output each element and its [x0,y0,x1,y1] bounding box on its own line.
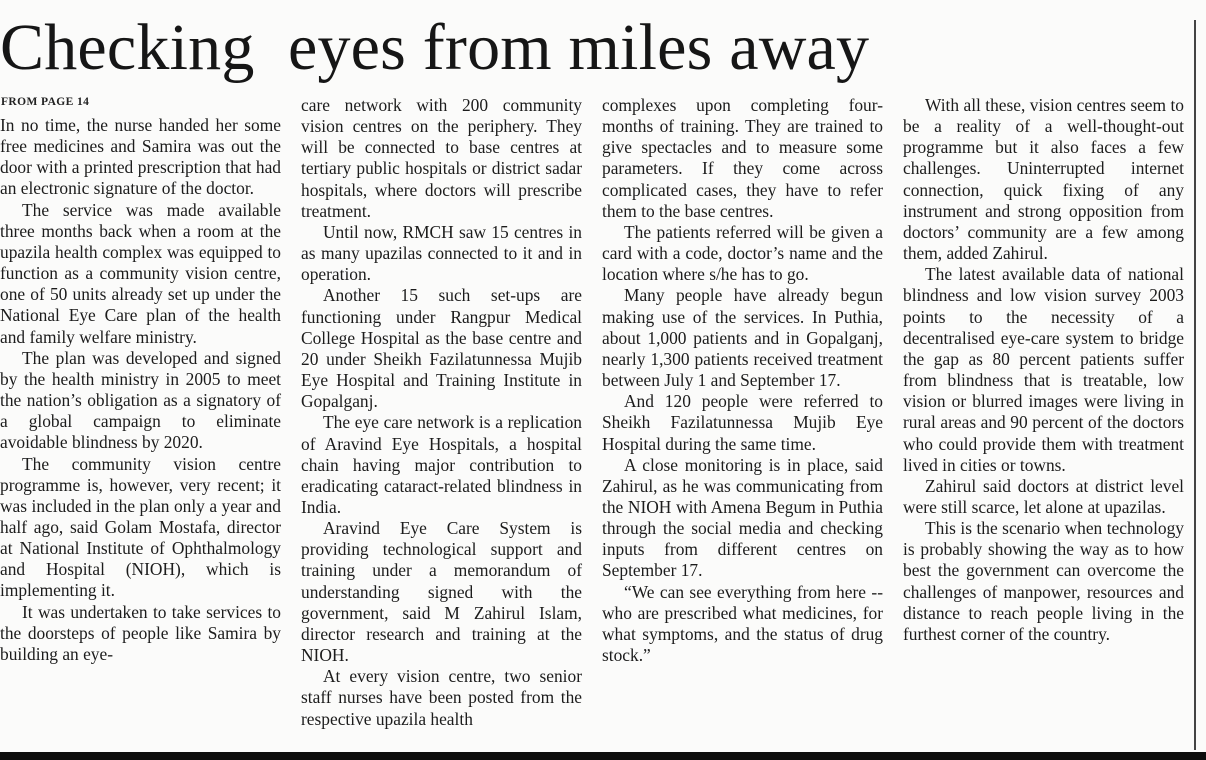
column-rule [1194,20,1196,750]
paragraph: Until now, RMCH saw 15 centres in as many upazilas connected to it and in operation. [301,221,582,285]
article-column-4 [903,95,1184,645]
headline: Checking eyes from miles away [0,11,870,84]
paragraph: A close monitoring is in place, said Zahirul, as he was communicating from the NIOH with Amena Begum in Puthia through the social media and checking inputs from different centres on September 17. [602,454,883,581]
paragraph: “We can see everything from here -- who are prescribed what medicines, for what symptoms, and the status of drug stock.” [602,581,883,666]
paragraph: And 120 people were referred to Sheikh Fazilatunnessa Mujib Eye Hospital during the same time. [602,391,883,454]
paragraph: Zahirul said doctors at district level were still scarce, let alone at upazilas. [903,475,1184,517]
paragraph: In no time, the nurse handed her some free medicines and Samira was out the door with a printed prescription that had an electronic signature of the doctor. [0,115,281,199]
paragraph: With all these, vision centres seem to be a reality of a well-thought-out programme but it also faces a few challenges. Uninterrupted internet connection, quick fixing of any instrument and strong opposition from doctors’ community are a few among them, added Zahirul. [903,95,1184,264]
paragraph: Many people have already begun making use of the services. In Puthia, about 1,000 patients and in Gopalganj, nearly 1,300 patients received treatment between July 1 and September 17. [602,285,883,391]
paragraph: The plan was developed and signed by the health ministry in 2005 to meet the nation’s obligation as a signatory of a global campaign to eliminate avoidable blindness by 2020. [0,347,281,453]
paragraph: At every vision centre, two senior staff nurses have been posted from the respective upazila health [301,666,582,729]
paragraph: The community vision centre programme is, however, very recent; it was included in the plan only a year and half ago, said Golam Mostafa, director at National Institute of Ophthalmology and Hospital (NIOH), which is implementing it. [0,453,281,601]
page-bottom-rule [0,752,1206,760]
paragraph: complexes upon completing four-months of training. They are trained to give spectacles and to measure some parameters. If they come across complicated cases, they have to refer them to the base centres. [602,95,883,221]
paragraph: The eye care network is a replication of Aravind Eye Hospitals, a hospital chain having major contribution to eradicating cataract-related blindness in India. [301,412,582,517]
article-column-2 [301,95,582,730]
paragraph: The service was made available three months back when a room at the upazila health complex was equipped to function as a community vision centre, one of 50 units already set up under the National Eye Care plan of the health and family welfare ministry. [0,199,281,347]
paragraph: This is the scenario when technology is probably showing the way as to how best the government can overcome the challenges of manpower, resources and distance to reach people living in the furthest corner of the country. [903,518,1184,644]
article-column-3 [602,95,883,666]
paragraph: Aravind Eye Care System is providing technological support and training under a memorandum of understanding signed with the government, said M Zahirul Islam, director research and training at the NIOH. [301,518,582,666]
paragraph: It was undertaken to take services to the doorsteps of people like Samira by building an eye- [0,601,281,664]
paragraph: The patients referred will be given a card with a code, doctor’s name and the location where s/he has to go. [602,221,883,285]
paragraph: The latest available data of national blindness and low vision survey 2003 points to the necessity of a decentralised eye-care system to bridge the gap as 80 percent patients suffer from blindness that is treatable, low vision or blurred images were living in rural areas and 90 percent of the doctors who could provide them with treatment lived in cities or towns. [903,264,1184,475]
article-column-1 [0,115,281,665]
paragraph: Another 15 such set-ups are functioning under Rangpur Medical College Hospital as the base centre and 20 under Sheikh Fazilatunnessa Mujib Eye Hospital and Training Institute in Gopalganj. [301,285,582,412]
continuation-kicker: FROM PAGE 14 [1,96,90,108]
paragraph: care network with 200 community vision centres on the periphery. They will be connected to base centres at tertiary public hospitals or district sadar hospitals, where doctors will prescribe treatment. [301,95,582,221]
